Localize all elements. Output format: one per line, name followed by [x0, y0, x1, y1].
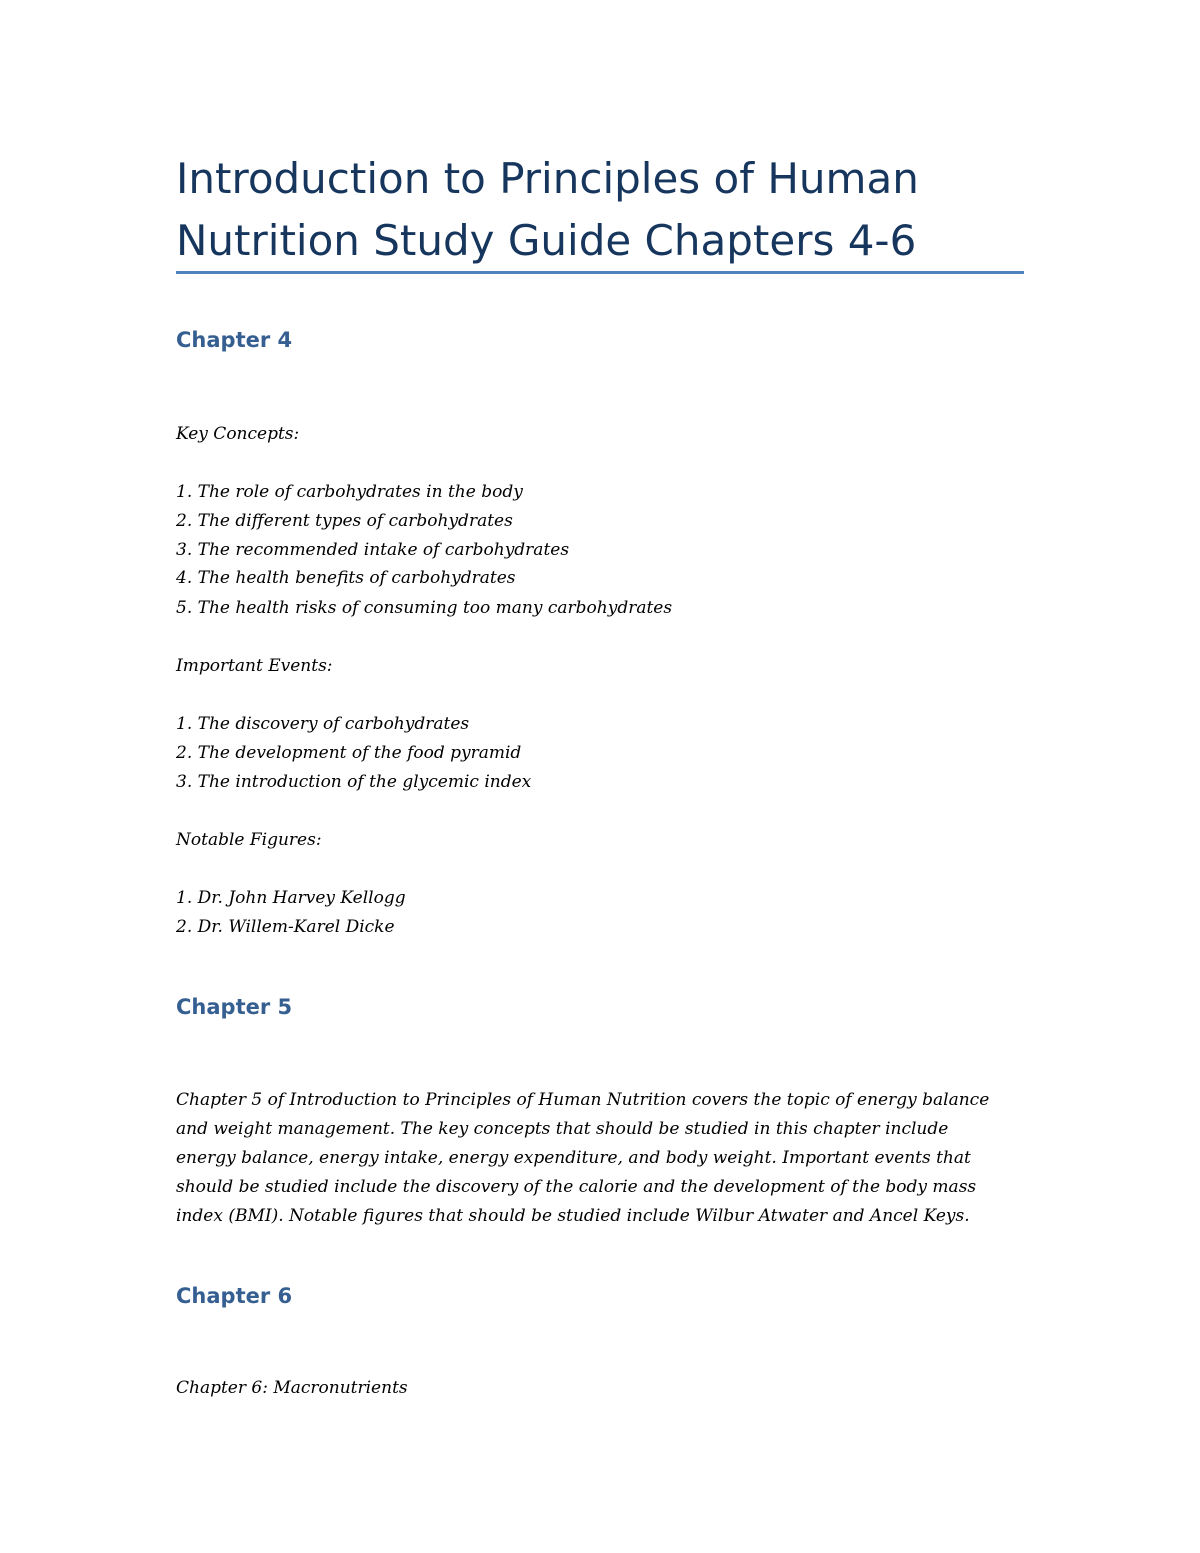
key-concept-item: 5. The health risks of consuming too many carbohydrates [176, 598, 673, 618]
notable-figures-label: Notable Figures: [176, 830, 322, 850]
chapter-5-paragraph [176, 1086, 1026, 1231]
paragraph-line: energy balance, energy intake, energy expenditure, and body weight. Important events that [176, 1148, 971, 1168]
chapter-6-subtitle: Chapter 6: Macronutrients [176, 1378, 408, 1398]
key-concepts-label: Key Concepts: [176, 424, 300, 444]
important-events-label: Important Events: [176, 656, 333, 676]
title-underline-rule [176, 271, 1024, 274]
document-title [176, 148, 1026, 272]
document-title-line-2: Nutrition Study Guide Chapters 4-6 [176, 216, 917, 265]
paragraph-line: and weight management. The key concepts that should be studied in this chapter include [176, 1119, 949, 1139]
important-event-item: 2. The development of the food pyramid [176, 743, 522, 763]
notable-figure-item: 2. Dr. Willem-Karel Dicke [176, 917, 395, 937]
important-event-item: 3. The introduction of the glycemic index [176, 772, 532, 792]
paragraph-line: index (BMI). Notable figures that should be studied include Wilbur Atwater and Ancel Keys. [176, 1206, 970, 1226]
key-concept-item: 2. The different types of carbohydrates [176, 511, 513, 531]
key-concept-item: 3. The recommended intake of carbohydrates [176, 540, 570, 560]
key-concept-item: 1. The role of carbohydrates in the body [176, 482, 523, 502]
important-event-item: 1. The discovery of carbohydrates [176, 714, 470, 734]
document-title-line-1: Introduction to Principles of Human [176, 154, 919, 203]
paragraph-line: Chapter 5 of Introduction to Principles of Human Nutrition covers the topic of energy balance [176, 1090, 990, 1110]
notable-figure-item: 1. Dr. John Harvey Kellogg [176, 888, 406, 908]
chapter-4-heading: Chapter 4 [176, 328, 293, 352]
chapter-5-heading: Chapter 5 [176, 995, 293, 1019]
paragraph-line: should be studied include the discovery of the calorie and the development of the body mass [176, 1177, 977, 1197]
key-concept-item: 4. The health benefits of carbohydrates [176, 568, 516, 588]
chapter-6-heading: Chapter 6 [176, 1284, 293, 1308]
